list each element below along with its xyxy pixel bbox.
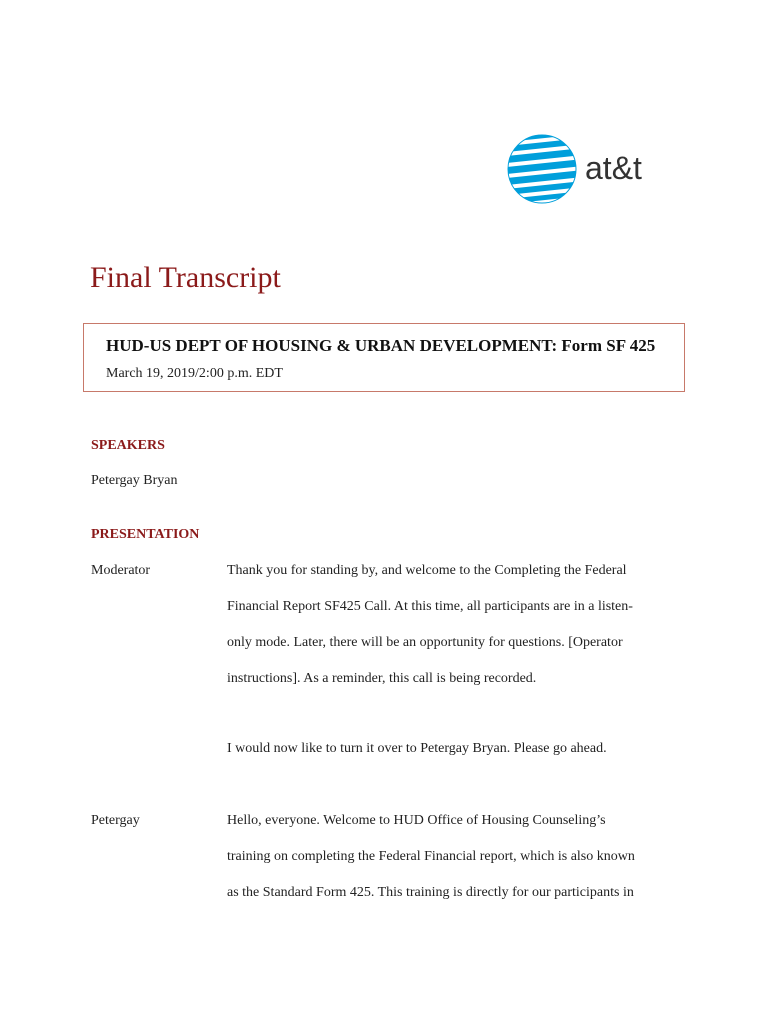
transcript-line: training on completing the Federal Financial report, which is also known bbox=[227, 849, 635, 864]
turn-paragraph bbox=[227, 731, 672, 767]
globe-icon bbox=[507, 133, 667, 205]
turn-speaker-moderator: Moderator bbox=[91, 563, 151, 578]
call-title: HUD-US DEPT OF HOUSING & URBAN DEVELOPMENT: Form SF 425 bbox=[106, 336, 656, 355]
call-date: March 19, 2019/2:00 p.m. EDT bbox=[106, 366, 283, 381]
turn-paragraph bbox=[227, 553, 672, 697]
logo-wordmark: at&t bbox=[585, 150, 642, 186]
transcript-line: as the Standard Form 425. This training is directly for our participants in bbox=[227, 885, 634, 900]
presentation-heading: PRESENTATION bbox=[91, 527, 200, 542]
speakers-heading: SPEAKERS bbox=[91, 438, 165, 453]
transcript-line: only mode. Later, there will be an opportunity for questions. [Operator bbox=[227, 635, 623, 650]
transcript-line: Hello, everyone. Welcome to HUD Office of Housing Counseling’s bbox=[227, 813, 606, 828]
transcript-line: I would now like to turn it over to Petergay Bryan. Please go ahead. bbox=[227, 741, 607, 756]
document-title: Final Transcript bbox=[90, 261, 281, 294]
turn-paragraph bbox=[227, 803, 672, 911]
transcript-line: instructions]. As a reminder, this call is being recorded. bbox=[227, 671, 537, 686]
turn-speaker-petergay: Petergay bbox=[91, 813, 140, 828]
call-header-box bbox=[83, 323, 685, 392]
transcript-line: Thank you for standing by, and welcome to the Completing the Federal bbox=[227, 563, 627, 578]
transcript-line: Financial Report SF425 Call. At this time, all participants are in a listen- bbox=[227, 599, 633, 614]
speaker-name: Petergay Bryan bbox=[91, 473, 178, 488]
att-logo bbox=[507, 133, 667, 205]
